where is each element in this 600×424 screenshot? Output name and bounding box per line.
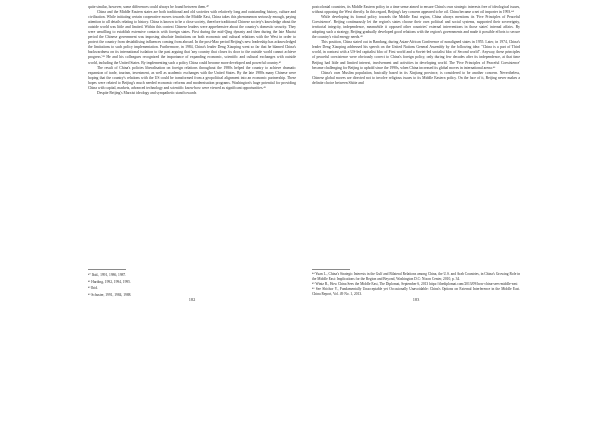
left-footnotes: [88, 269, 296, 298]
paragraph: The result of China's policies liberalisation on foreign relations throughout the 1980s helped the country to achieve dramatic expansion of trade, tourism, investment, as well as academic exchanges with the United States. By the late 1980s many Chinese were hoping that the country's relations with the US could be transformed from a geopolitical alignment into an economic partnership. These hopes were related to Beijing's much needed economic reforms and modernisation programs. Washington's huge potential for providing China with capital, markets, advanced technology and scientific know-how were viewed as significant opportunities.⁴³: [88, 65, 296, 90]
left-page: [88, 0, 296, 424]
paragraph: While developing its formal policy towards the Middle East region, China always mentions its 'Five Principles of Peaceful Coexistence'. Beijing continuously let the region's states choose their own political and social systems, supported their sovereignty, territorial integrity, independence, meanwhile it opposed other countries' external interventions in those states' internal affairs. By adopting such a strategy, Beijing gradually developed good relations with the region's governments and made it possible efforts to secure the country's vital energy needs.⁴⁵: [312, 15, 520, 40]
paragraph: This position, China stated out in Bandung, during Asian-African Conference of nonaligned states in 1955. Later, in 1974, China's leader Deng Xiaoping addressed his speech on the United Nations General Assembly by the following idea: "China is a part of Third world, in contrast with a US-led capitalist bloc of First world and a Soviet-led socialist bloc of Second world". Anyway, these principles of peaceful coexistence were obviously correct to China's foreign policy, only during few decades after its independence, at that time Beijing had little and limited interest, involvement and activities in developing world. The 'Five Principles of Peaceful Coexistence' became challenging for Beijing to uphold since the 1990s, when China increased its global moves in international arena.⁴⁶: [312, 40, 520, 70]
right-page: [312, 0, 520, 424]
footnote: ⁴³ Schuster, 1991, 1984, 1988.: [88, 292, 132, 297]
paragraph: postcolonial countries, its Middle Eastern policy in a time sense aimed to ensure China's own strategic interests free of ideological issues, without opposing the West directly. In this regard, Beijing's key concern appeared to be oil. China became a net oil importer in 1993.⁴⁴: [312, 5, 520, 15]
page-number-left: 182: [188, 297, 196, 302]
footnote: ⁴⁰ Ibid., 1991, 1986, 1987.: [88, 273, 127, 277]
paragraph: Despite Beijing's Marxist ideology and sympathetic stand towards: [97, 90, 197, 95]
left-page-body: [88, 5, 296, 96]
footnote: ⁴¹ Harding, 1992, 1994, 1995.: [88, 279, 131, 284]
right-page-body: [312, 5, 520, 86]
paragraph: China and the Middle Eastern states are both traditional and old societies with relatively long and outstanding history, culture and civilisation. While initiating certain cooperative moves towards the Middle East, China takes this phenomenon seriously enough, paying attention to all details relating to history. China is known to be a close society, therefore traditional Chinese society's knowledge about the outside world was little and limited. Within this context Chinese leaders were apprehensive about the country's domestic security. They were unwilling to establish extensive contacts with foreign states. First during the mid-Qing dynasty and then during the late Maoist period the Chinese government was imposing absolute limitations on both economic and cultural relations with the West in order to protect the country from destabilising influences coming from abroad. In the post-Mao period Beijing's new leadership has acknowledged the limitations to such policy implementation. Furthermore, in 1984, China's leader Deng Xiaoping went so far that he blamed China's backwardness on its international isolation to the past arguing that 'any country that closes its door to the outside world cannot achieve progress.'⁴¹ He and his colleagues recognized the importance of expanding economic, scientific and cultural exchanges with outside world, including the United States. By implementing such a policy China could become more developed and powerful country.⁴²: [88, 10, 296, 65]
page-number-right: 183: [412, 297, 420, 302]
footnote: ⁴⁴ Yuan L., China's Strategic Interests in the Gulf and Bilateral Relations among China, the U.S. and Arab Countries, in China's Growing Role in the Middle East: Implications for the Region and Beyond, Washington D.C: Nixon Center, 2010, p. 34.: [312, 272, 520, 281]
paragraph: China's own Muslim population, basically based in its Xinjiang province, is considered to be another concern. Nevertheless, Chinese global moves are directed not to involve religious issues to its Middle Eastern policy. On the face of it, Beijing never makes a definite choice between Shiite and: [312, 70, 520, 85]
footnote: ⁴⁶ See Shichor Y., Fundamentally Unacceptable yet Occasionally Unavoidable: China's Options on External Interference in the Middle East. China Report, Vol. 49 No. 1, 2013.: [312, 287, 520, 296]
right-footnotes: [312, 269, 520, 297]
footnote: ⁴⁵ Wintz R., How China Sees the Middle East, The Diplomat, September 6, 2013 https://thediplomat.com/2013/09/how-china-sees-middle-east: [312, 282, 518, 286]
footnote: ⁴² Ibid.: [88, 286, 98, 291]
paragraph: quite similar, however, some differences could always be found between them.⁴⁰: [88, 5, 210, 9]
